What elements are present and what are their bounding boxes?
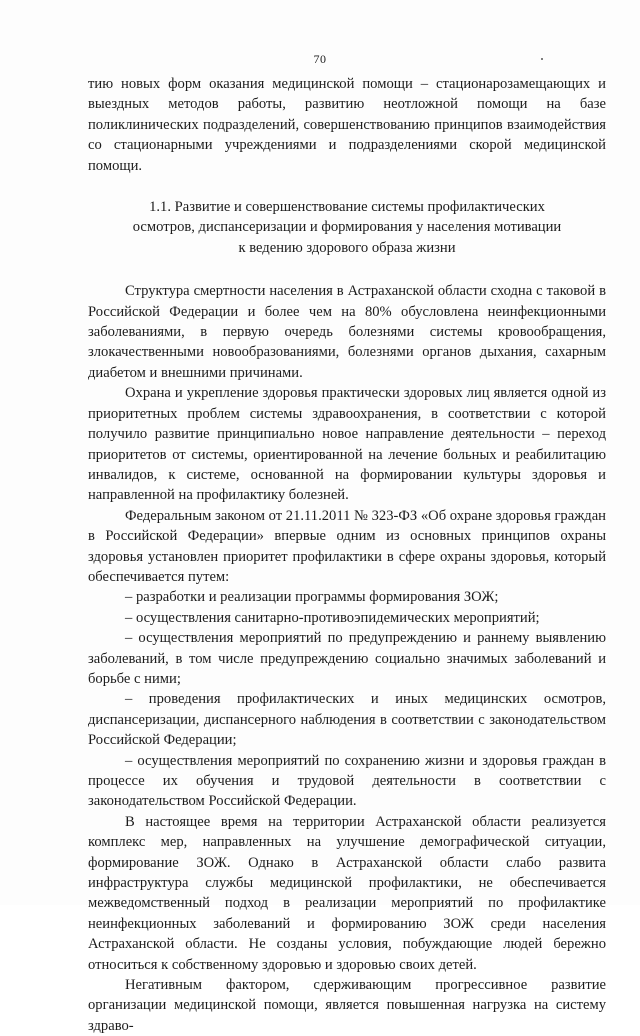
list-item: – осуществления мероприятий по сохранению жизни и здоровья граждан в процессе их обучения и трудовой деятельности в соответствии с законодательством Российской Федерации. (88, 752, 606, 810)
page-number: 70 (313, 52, 327, 66)
document-body (88, 74, 606, 1036)
paragraph: Федеральным законом от 21.11.2011 № 323-ФЗ «Об охране здоровья граждан в Российской Федерации» впервые одним из основных принципов охраны здоровья установлен приоритет профилактики в сфере охраны здоровья, который обеспечивается путем: (88, 507, 606, 585)
paragraph: В настоящее время на территории Астраханской области реализуется комплекс мер, направленных на улучшение демографической ситуации, формирование ЗОЖ. Однако в Астраханской области слабо развита инфраструктура службы медицинской профилактики, не обеспечивается межведомственный подход в реализации мероприятий по профилактике неинфекционных заболеваний и формированию ЗОЖ среди населения Астраханской области. Не созданы условия, побуждающие людей бережно относиться к собственному здоровью и здоровью своих детей. (88, 813, 606, 973)
paragraph: Охрана и укрепление здоровья практически здоровых лиц является одной из приоритетных проблем системы здравоохранения, в соответствии с которой получило развитие принципиально новое направление деятельности – переход приоритетов от системы, ориентированной на лечение больных и реабилитацию инвалидов, к системе, основанной на формировании культуры здоровья и направленной на профилактику болезней. (88, 385, 606, 504)
paragraph: Структура смертности населения в Астраханской области сходна с таковой в Российской Федерации и более чем на 80% обусловлена неинфекционными заболеваниями, в первую очередь болезнями системы кровообращения, злокачественными новообразованиями, болезнями органов дыхания, сахарным диабетом и внешними причинами. (88, 283, 606, 381)
scan-dot (541, 58, 543, 60)
paragraph: Негативным фактором, сдерживающим прогрессивное развитие организации медицинской помощи, является повышенная нагрузка на систему здраво- (88, 977, 606, 1034)
list-item: – осуществления мероприятий по предупреждению и раннему выявлению заболеваний, в том числе предупреждению социально значимых заболеваний и борьбе с ними; (88, 630, 606, 687)
list-item: – разработки и реализации программы формирования ЗОЖ; (125, 589, 499, 606)
paragraph-continuation: тию новых форм оказания медицинской помощи – стационарозамещающих и выездных методов работы, развитию неотложной помощи на базе поликлинических подразделений, совершенствованию принципов взаимодействия со стационарными учреждениями и подразделениями скорой медицинской помощи. (88, 76, 606, 174)
list-item: – осуществления санитарно-противоэпидемических мероприятий; (125, 609, 540, 626)
section-heading: 1.1. Развитие и совершенствование системы профилактических осмотров, диспансеризации и формирования у населения мотивации к ведению здорового образа жизни (132, 199, 562, 256)
list-item: – проведения профилактических и иных медицинских осмотров, диспансеризации, диспансерного наблюдения в соответствии с законодательством Российской Федерации; (88, 691, 606, 749)
